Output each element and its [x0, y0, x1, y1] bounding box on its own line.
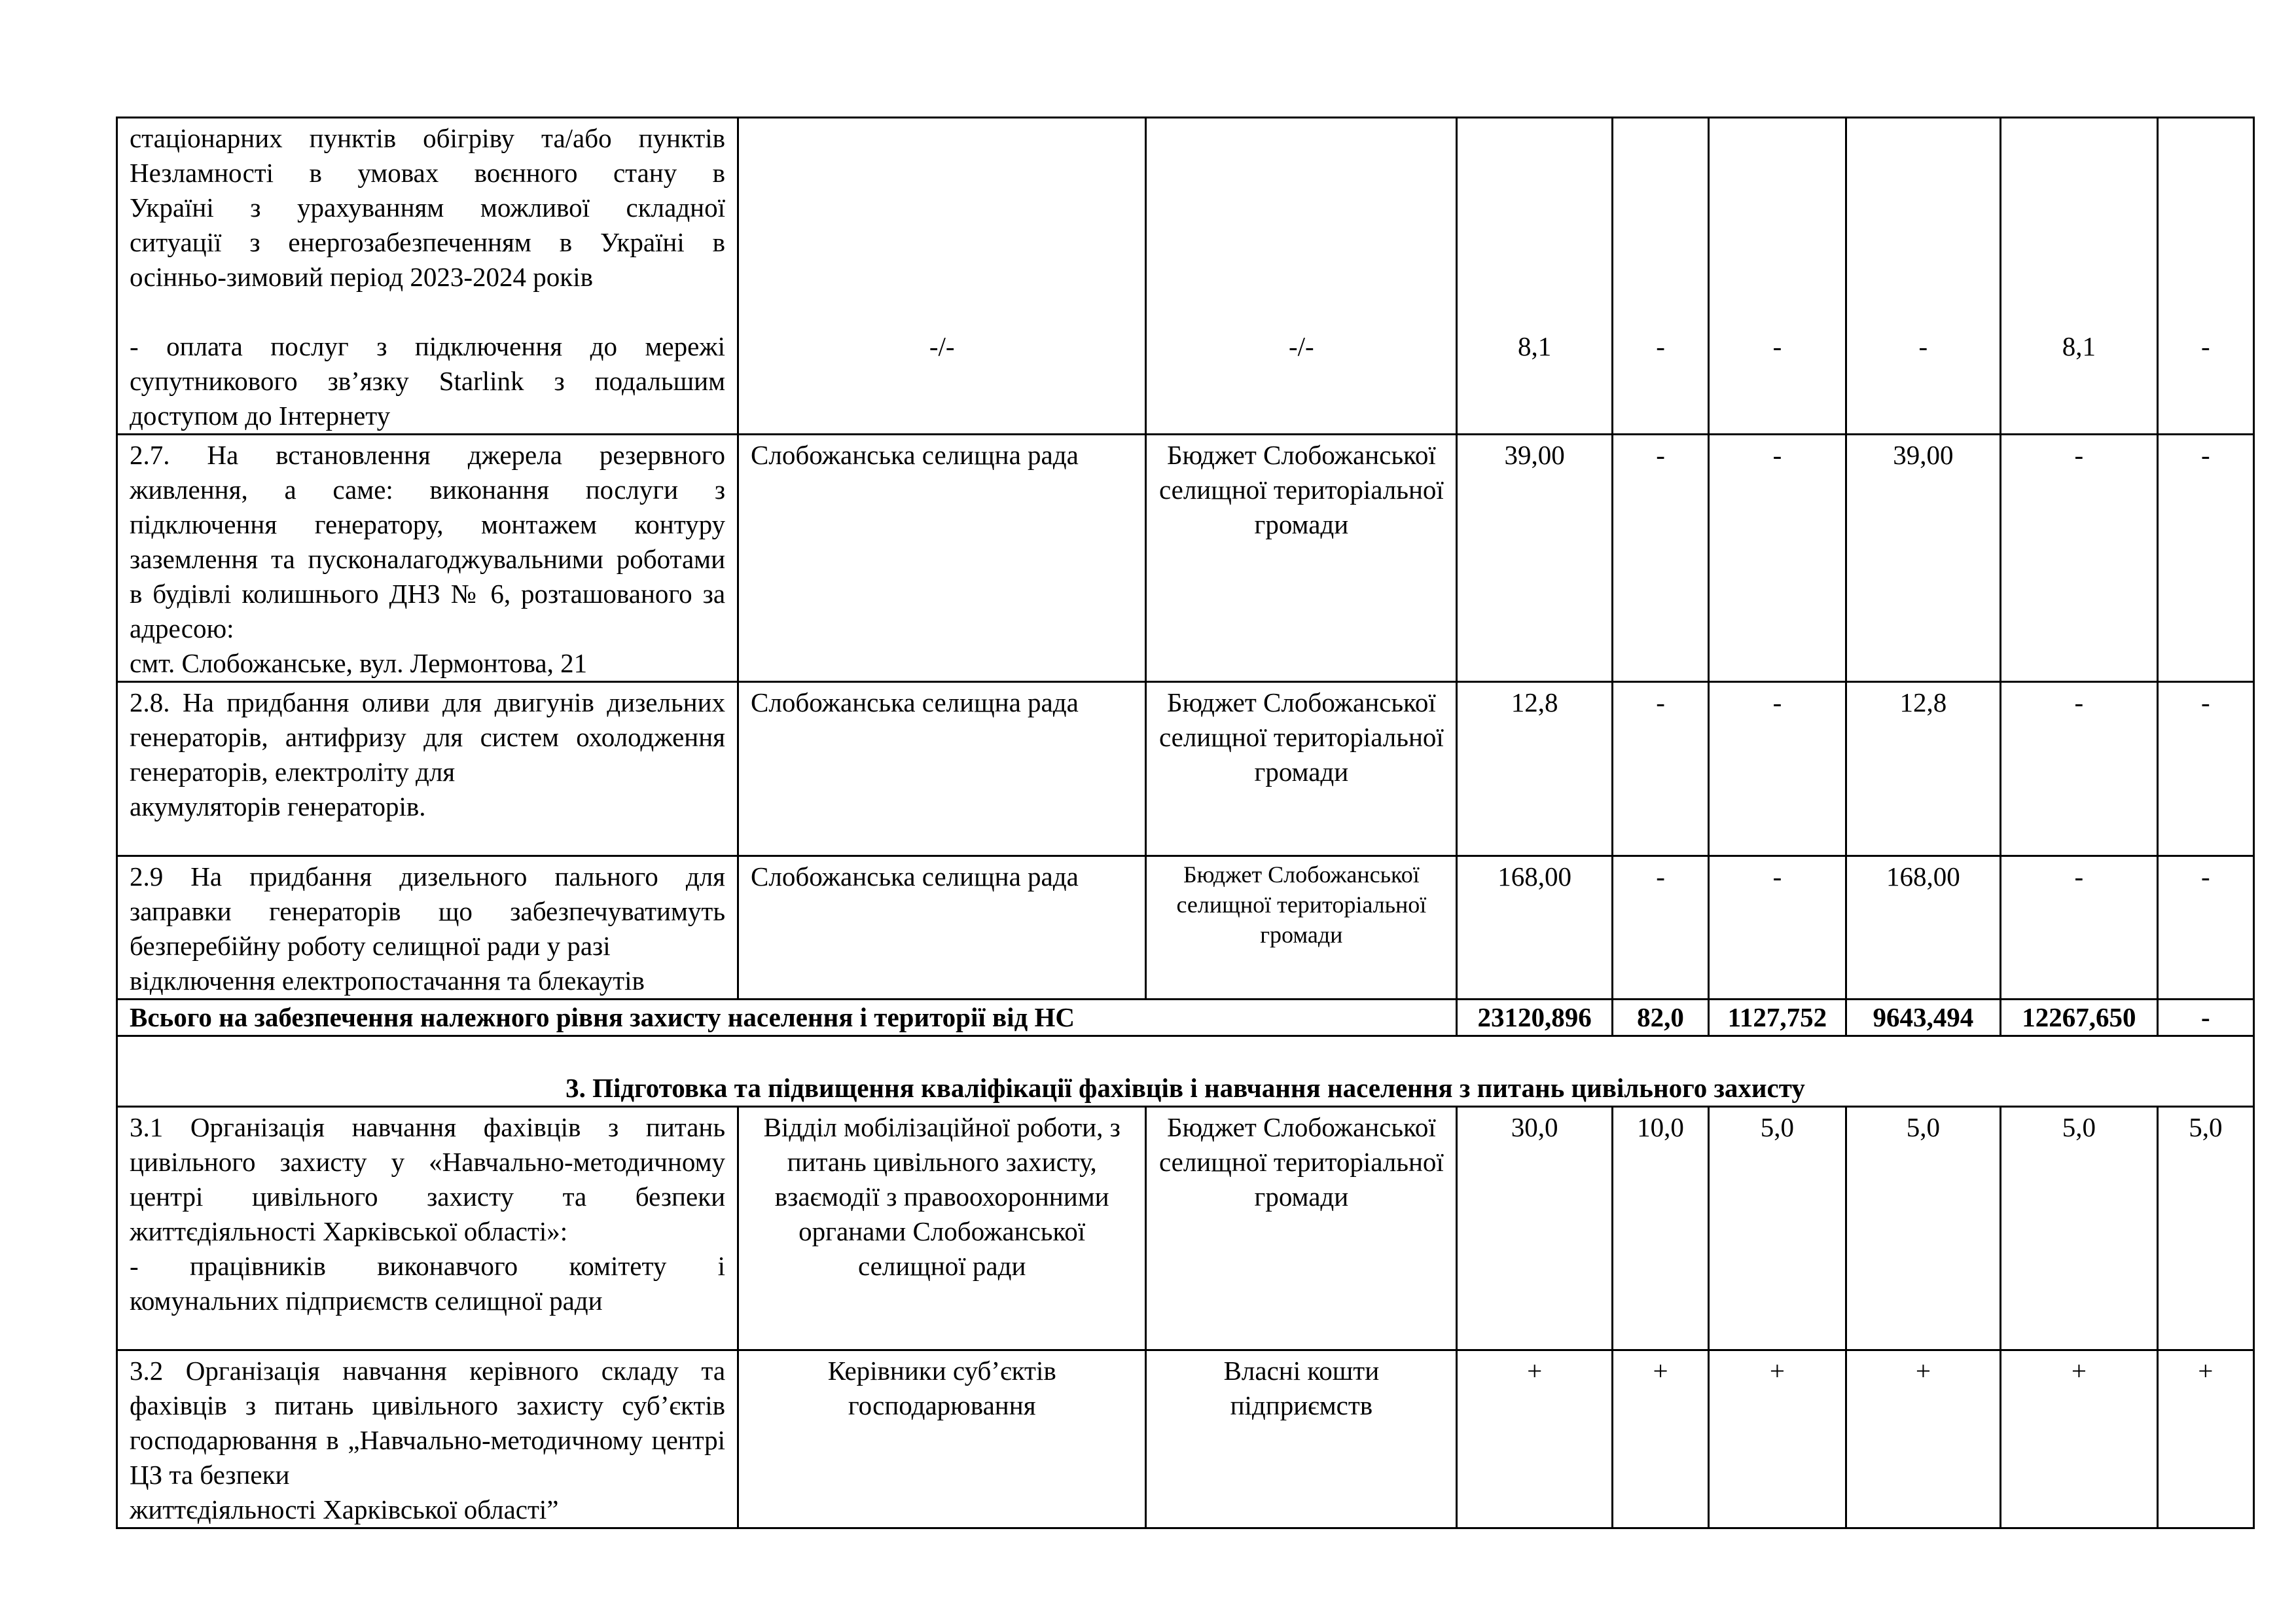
- total-value: 8,1: [1518, 331, 1552, 361]
- total-cell: [1457, 1107, 1613, 1350]
- year-cell: [2157, 682, 2253, 856]
- source-cell: [1146, 1107, 1457, 1350]
- executor-cell: [738, 118, 1146, 435]
- executor-cell: [738, 1350, 1146, 1528]
- table-row-total: [117, 1000, 2254, 1036]
- description-cell: [117, 435, 738, 682]
- description-cell: [117, 682, 738, 856]
- source-cell: [1146, 1350, 1457, 1528]
- year-cell: [1709, 118, 1846, 435]
- section-header-cell: [117, 1036, 2254, 1107]
- description-text: 2.7. На встановлення джерела резервного живлення, а саме: виконання послуги з підключення генератору, монтажем контуру заземлення та пусконалагоджувальними роботами в будівлі колишнього ДНЗ № 6, розташованого за адресою:: [130, 440, 726, 643]
- description-line: осінньо-зимовий період 2023-2024 років: [130, 262, 593, 292]
- year-cell: [1612, 1000, 1708, 1036]
- year-cell: [2157, 856, 2253, 1000]
- year-value: 5,0: [2189, 1112, 2223, 1142]
- year-value: 8,1: [2062, 331, 2096, 361]
- year-value: -: [2200, 687, 2210, 717]
- table-row: [117, 118, 2254, 435]
- total-value: +: [1527, 1356, 1543, 1386]
- year-cell: [2001, 1000, 2158, 1036]
- year-cell: [1846, 1000, 2001, 1036]
- year-cell: [2157, 118, 2253, 435]
- source-cell: [1146, 856, 1457, 1000]
- year-value: 168,00: [1886, 861, 1960, 892]
- description-line: акумуляторів генераторів.: [130, 791, 426, 821]
- description-cell: [117, 856, 738, 1000]
- year-cell: [2001, 1107, 2158, 1350]
- year-cell: [2157, 1000, 2253, 1036]
- year-value: 10,0: [1637, 1112, 1684, 1142]
- source-cell: [1146, 682, 1457, 856]
- year-cell: [1709, 1107, 1846, 1350]
- year-cell: [2001, 1350, 2158, 1528]
- year-value: -: [2200, 440, 2210, 470]
- year-cell: [1846, 1107, 2001, 1350]
- executor-cell: [738, 435, 1146, 682]
- year-cell: [1846, 856, 2001, 1000]
- executor: Слобожанська селищна рада: [751, 861, 1079, 892]
- year-cell: [1612, 1350, 1708, 1528]
- year-cell: [2157, 435, 2253, 682]
- funding-source: Бюджет Слобожанської селищної територіальної громади: [1158, 440, 1444, 539]
- description-line: комунальних підприємств селищної ради: [130, 1286, 603, 1316]
- total-cell: [1457, 118, 1613, 435]
- description-cell: [117, 1107, 738, 1350]
- description-line: смт. Слобожанське, вул. Лермонтова, 21: [130, 648, 588, 678]
- year-value: -: [2074, 440, 2084, 470]
- description-text: 2.8. На придбання оливи для двигунів дизельних генераторів, антифризу для систем охолодження генераторів, електроліту для: [130, 687, 726, 787]
- executor: Керівники суб’єктів господарювання: [827, 1356, 1056, 1420]
- funding-source: Бюджет Слобожанської селищної територіальної громади: [1158, 687, 1444, 787]
- year-cell: [1846, 1350, 2001, 1528]
- year-value: -: [2200, 861, 2210, 892]
- year-value: -: [1656, 440, 1665, 470]
- description-line: стаціонарних пунктів обігріву та/або пунктів: [130, 123, 726, 153]
- year-value: 5,0: [1760, 1112, 1795, 1142]
- year-value: -: [2200, 1002, 2210, 1032]
- table-row: [117, 856, 2254, 1000]
- total-value: 168,00: [1498, 861, 1571, 892]
- year-value: 1127,752: [1727, 1002, 1827, 1032]
- year-value: 9643,494: [1873, 1002, 1974, 1032]
- source-cell: [1146, 118, 1457, 435]
- year-value: 5,0: [1906, 1112, 1940, 1142]
- total-value: 39,00: [1504, 440, 1565, 470]
- total-value: 23120,896: [1477, 1002, 1592, 1032]
- description-subitem: - працівників виконавчого комітету і: [130, 1251, 726, 1281]
- year-value: -: [2074, 861, 2084, 892]
- year-cell: [1612, 118, 1708, 435]
- year-cell: [1709, 856, 1846, 1000]
- year-cell: [1612, 435, 1708, 682]
- description-line: життєдіяльності Харківської області”: [130, 1494, 559, 1525]
- year-cell: [1612, 1107, 1708, 1350]
- executor: Відділ мобілізаційної роботи, з питань цивільного захисту, взаємодії з правоохоронними органами Слобожанської селищної ради: [763, 1112, 1121, 1281]
- description-cell: [117, 1350, 738, 1528]
- table-row: [117, 1107, 2254, 1350]
- total-label-cell: [117, 1000, 1457, 1036]
- source-cell: [1146, 435, 1457, 682]
- year-cell: [1846, 118, 2001, 435]
- year-cell: [1709, 1350, 1846, 1528]
- description-cell: [117, 118, 738, 435]
- description-line: відключення електропостачання та блекаутів: [130, 965, 645, 996]
- total-label: Всього на забезпечення належного рівня захисту населення і території від НС: [130, 1002, 1075, 1032]
- table-row: [117, 682, 2254, 856]
- year-value: -: [1656, 331, 1665, 361]
- description-subitem: - оплата послуг з підключення до мережі супутникового зв’язку Starlink з подальшим доступом до Інтернету: [130, 331, 726, 431]
- year-cell: [1846, 435, 2001, 682]
- funding-source: Власні кошти підприємств: [1223, 1356, 1380, 1420]
- year-cell: [2157, 1350, 2253, 1528]
- table-row: [117, 1350, 2254, 1528]
- year-value: -: [2200, 331, 2210, 361]
- year-value: 12267,650: [2022, 1002, 2136, 1032]
- funding-source: Бюджет Слобожанської селищної територіальної громади: [1158, 1112, 1444, 1212]
- year-value: +: [1915, 1356, 1931, 1386]
- description-line: ситуації з енергозабезпеченням в Україні в: [130, 227, 726, 257]
- total-cell: [1457, 435, 1613, 682]
- year-value: 5,0: [2062, 1112, 2096, 1142]
- executor: -/-: [929, 331, 955, 361]
- funding-source: Бюджет Слобожанської селищної територіальної громади: [1176, 861, 1427, 948]
- year-value: -: [1918, 331, 1928, 361]
- total-value: 12,8: [1511, 687, 1558, 717]
- year-value: 82,0: [1637, 1002, 1684, 1032]
- year-value: +: [2198, 1356, 2214, 1386]
- funding-source: -/-: [1289, 331, 1314, 361]
- program-table: [116, 117, 2255, 1529]
- year-cell: [1846, 682, 2001, 856]
- total-value: 30,0: [1511, 1112, 1558, 1142]
- year-cell: [1709, 435, 1846, 682]
- year-cell: [1709, 1000, 1846, 1036]
- executor: Слобожанська селищна рада: [751, 687, 1079, 717]
- description-text: 3.2 Організація навчання керівного складу та фахівців з питань цивільного захисту суб’єктів господарювання в „Навчально-методичному центрі ЦЗ та безпеки: [130, 1356, 726, 1490]
- section-header-row: [117, 1036, 2254, 1107]
- total-cell: [1457, 1350, 1613, 1528]
- description-line: Україні з урахуванням можливої складної: [130, 192, 726, 223]
- year-value: -: [1772, 331, 1782, 361]
- year-value: -: [2074, 687, 2084, 717]
- year-value: +: [1769, 1356, 1785, 1386]
- executor-cell: [738, 1107, 1146, 1350]
- year-cell: [1612, 682, 1708, 856]
- table-row: [117, 435, 2254, 682]
- year-cell: [2001, 118, 2158, 435]
- description-text: 2.9 На придбання дизельного пального для заправки генераторів що забезпечуватимуть безперебійну роботу селищної ради у разі: [130, 861, 726, 961]
- year-value: -: [1772, 861, 1782, 892]
- year-value: -: [1772, 440, 1782, 470]
- year-value: -: [1656, 687, 1665, 717]
- total-cell: [1457, 682, 1613, 856]
- year-value: 12,8: [1899, 687, 1947, 717]
- year-value: -: [1656, 861, 1665, 892]
- section-title: 3. Підготовка та підвищення кваліфікації фахівців і навчання населення з питань цивільного захисту: [565, 1073, 1805, 1103]
- executor: Слобожанська селищна рада: [751, 440, 1079, 470]
- year-value: +: [1653, 1356, 1668, 1386]
- description-text: 3.1 Організація навчання фахівців з питань цивільного захисту у «Навчально-методичному центрі цивільного захисту та безпеки життєдіяльності Харківської області»:: [130, 1112, 726, 1246]
- year-cell: [1709, 682, 1846, 856]
- year-value: 39,00: [1893, 440, 1954, 470]
- year-cell: [2001, 435, 2158, 682]
- year-cell: [2001, 682, 2158, 856]
- year-cell: [2001, 856, 2158, 1000]
- executor-cell: [738, 856, 1146, 1000]
- year-value: -: [1772, 687, 1782, 717]
- total-cell: [1457, 1000, 1613, 1036]
- executor-cell: [738, 682, 1146, 856]
- description-line: Незламності в умовах воєнного стану в: [130, 158, 726, 188]
- total-cell: [1457, 856, 1613, 1000]
- year-cell: [1612, 856, 1708, 1000]
- year-value: +: [2071, 1356, 2087, 1386]
- year-cell: [2157, 1107, 2253, 1350]
